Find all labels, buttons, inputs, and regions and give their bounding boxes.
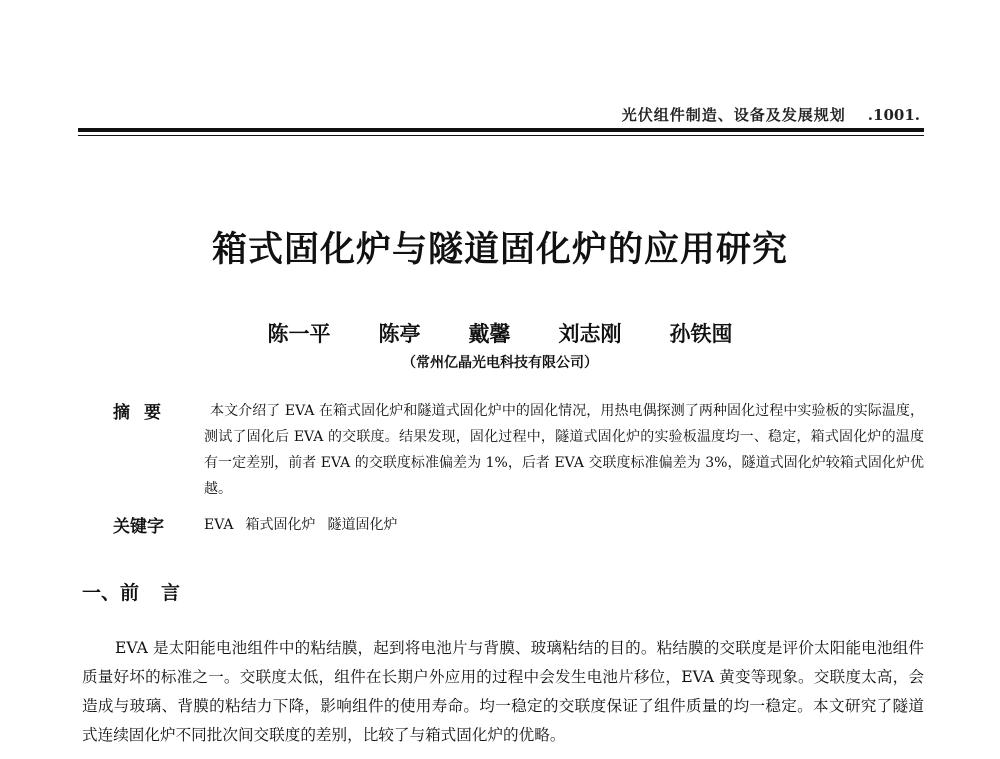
abstract-text: 本文介绍了 EVA 在箱式固化炉和隧道式固化炉中的固化情况，用热电偶探测了两种固化过程中实验板的实际温度，测试了固化后 EVA 的交联度。结果发现，固化过程中，隧道式固化炉的实验板温度均一、稳定，箱式固化炉的温度有一定差别，前者 EVA 的交联度标准偏差为 1%，后者 EVA 交联度标准偏差为 3%，隧道式固化炉较箱式固化炉优越。 [204, 403, 924, 497]
section-title: 前言 [120, 582, 203, 604]
body-paragraph: EVA 是太阳能电池组件中的粘结膜，起到将电池片与背膜、玻璃粘结的目的。粘结膜的交联度是评价太阳能电池组件质量好坏的标准之一。交联度太低，组件在长期户外应用的过程中会发生电池片移位，EVA 黄变等现象。交联度太高，会造成与玻璃、背膜的粘结力下降，影响组件的使用寿命。均一稳定的交联度保证了组件质量的均一稳定。本文研究了隧道式连续固化炉不同批次间交联度的差别，比较了与箱式固化炉的优略。 [82, 639, 924, 744]
paper-title: 箱式固化炉与隧道固化炉的应用研究 [211, 229, 788, 270]
section-number: 一、 [82, 582, 121, 604]
keyword: EVA [204, 517, 234, 533]
affiliation: （常州亿晶光电科技有限公司） [402, 355, 598, 371]
running-header-text: 光伏组件制造、设备及发展规划 [621, 106, 846, 124]
header-rule-thin [78, 135, 924, 136]
abstract-label: 摘要 [113, 403, 175, 423]
author-list [0, 318, 1000, 348]
running-header [622, 104, 920, 125]
keyword: 隧道固化炉 [327, 517, 398, 533]
keyword: 箱式固化炉 [245, 517, 316, 533]
section-heading [82, 578, 202, 605]
page-number: .1001. [867, 106, 920, 124]
author-name: 孙铁囤 [669, 321, 733, 346]
author-name: 陈一平 [267, 321, 331, 346]
keywords-label: 关键字 [113, 517, 164, 537]
keywords-list [204, 514, 410, 534]
header-rule-thick [78, 128, 924, 132]
author-name: 陈亭 [378, 321, 421, 346]
author-name: 刘志刚 [558, 321, 622, 346]
author-name: 戴馨 [468, 321, 511, 346]
